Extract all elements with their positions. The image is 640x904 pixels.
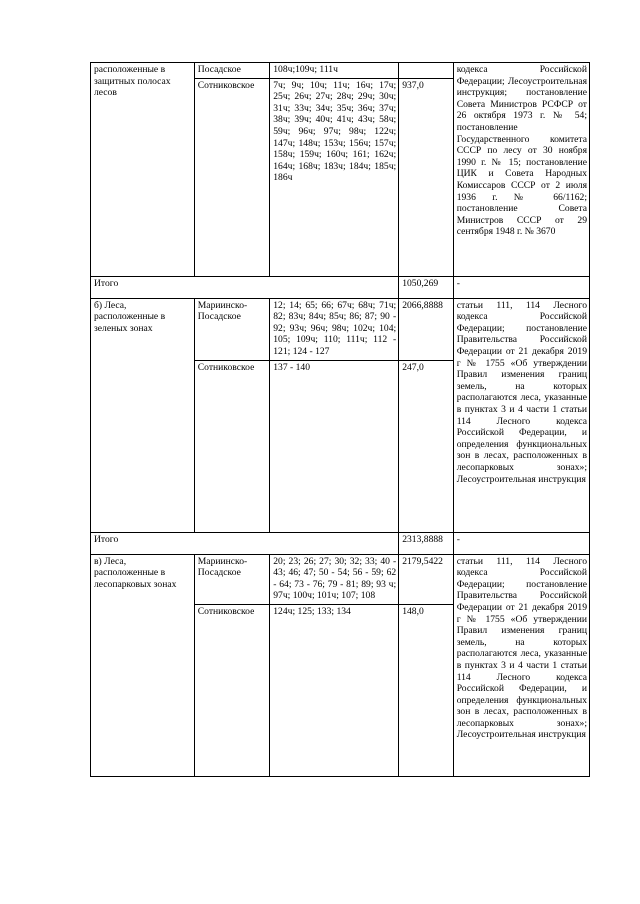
quarters-cell: 108ч;109ч; 111ч <box>270 63 399 79</box>
total-area: 1050,269 <box>399 276 454 298</box>
category-cell: б) Леса, расположенные в зеленых зонах <box>91 298 195 532</box>
area-cell <box>399 63 454 79</box>
total-area: 2313,8888 <box>399 532 454 554</box>
category-cell: в) Леса, расположенные в лесопарковых зонах <box>91 554 195 776</box>
area-cell: 2066,8888 <box>399 298 454 360</box>
district-cell: Мариинско-Посадское <box>194 298 269 360</box>
total-label: Итого <box>91 276 399 298</box>
total-row <box>91 276 590 298</box>
table-row <box>91 63 590 79</box>
area-cell: 148,0 <box>399 604 454 776</box>
document-page <box>90 62 590 777</box>
total-docs: - <box>453 532 589 554</box>
legal-basis-cell: статьи 111, 114 Лесного кодекса Российской Федерации; постановление Правительства Российской Федерации от 21 декабря 2019 г № 1755 «Об утверждении Правил изменения границ земель, на которых располагаются леса, указанные в пунктах 3 и 4 части 1 статьи 114 Лесного кодекса Российской Федерации, и определения функциональных зон в лесах, расположенных в лесопарковых зонах»; Лесоустроительная инструкция <box>453 298 589 532</box>
legal-basis-cell: кодекса Российской Федерации; Лесоустроительная инструкция; постановление Совета Министров РСФСР от 26 октября 1973 г. № 54; постановление Государственного комитета СССР по лесу от 30 ноября 1990 г. № 15; постановление ЦИК и Совета Народных Комиссаров СССР от 2 июля 1936 г. № 66/1162; постановление Совета Министров СССР от 29 сентября 1948 г. № 3670 <box>453 63 589 277</box>
quarters-cell: 137 - 140 <box>270 360 399 532</box>
area-cell: 937,0 <box>399 78 454 276</box>
quarters-cell: 7ч; 9ч; 10ч; 11ч; 16ч; 17ч; 25ч; 26ч; 27ч; 28ч; 29ч; 30ч; 31ч; 33ч; 34ч; 35ч; 36ч; 37ч; 38ч; 39ч; 40ч; 41ч; 43ч; 58ч; 59ч; 96ч; 97ч; 98ч; 122ч; 147ч; 148ч; 153ч; 156ч; 157ч; 158ч; 159ч; 160ч; 161; 162ч; 164ч; 168ч; 183ч; 184ч; 185ч; 186ч <box>270 78 399 276</box>
total-label: Итого <box>91 532 399 554</box>
district-cell: Посадское <box>194 63 269 79</box>
legal-basis-cell: статьи 111, 114 Лесного кодекса Российской Федерации; постановление Правительства Российской Федерации от 21 декабря 2019 г № 1755 «Об утверждении Правил изменения границ земель, на которых располагаются леса, указанные в пунктах 3 и 4 части 1 статьи 114 Лесного кодекса Российской Федерации, и определения функциональных зон в лесах, расположенных в лесопарковых зонах»; Лесоустроительная инструкция <box>453 554 589 776</box>
district-cell: Сотниковское <box>194 78 269 276</box>
total-row <box>91 532 590 554</box>
quarters-cell: 12; 14; 65; 66; 67ч; 68ч; 71ч; 82; 83ч; 84ч; 85ч; 86; 87; 90 - 92; 93ч; 96ч; 98ч; 102ч; 104; 105; 109ч; 110; 111ч; 112 - 121; 124 - 127 <box>270 298 399 360</box>
forest-zones-table <box>90 62 590 777</box>
district-cell: Сотниковское <box>194 360 269 532</box>
category-cell: расположенные в защитных полосах лесов <box>91 63 195 277</box>
district-cell: Сотниковское <box>194 604 269 776</box>
quarters-cell: 20; 23; 26; 27; 30; 32; 33; 40 - 43; 46; 47; 50 - 54; 56 - 59; 62 - 64; 73 - 76; 79 - 81; 89; 93 ч; 97ч; 100ч; 101ч; 107; 108 <box>270 554 399 604</box>
table-row <box>91 298 590 360</box>
total-docs: - <box>453 276 589 298</box>
quarters-cell: 124ч; 125; 133; 134 <box>270 604 399 776</box>
area-cell: 2179,5422 <box>399 554 454 604</box>
district-cell: Мариинско-Посадское <box>194 554 269 604</box>
table-row <box>91 554 590 604</box>
area-cell: 247,0 <box>399 360 454 532</box>
